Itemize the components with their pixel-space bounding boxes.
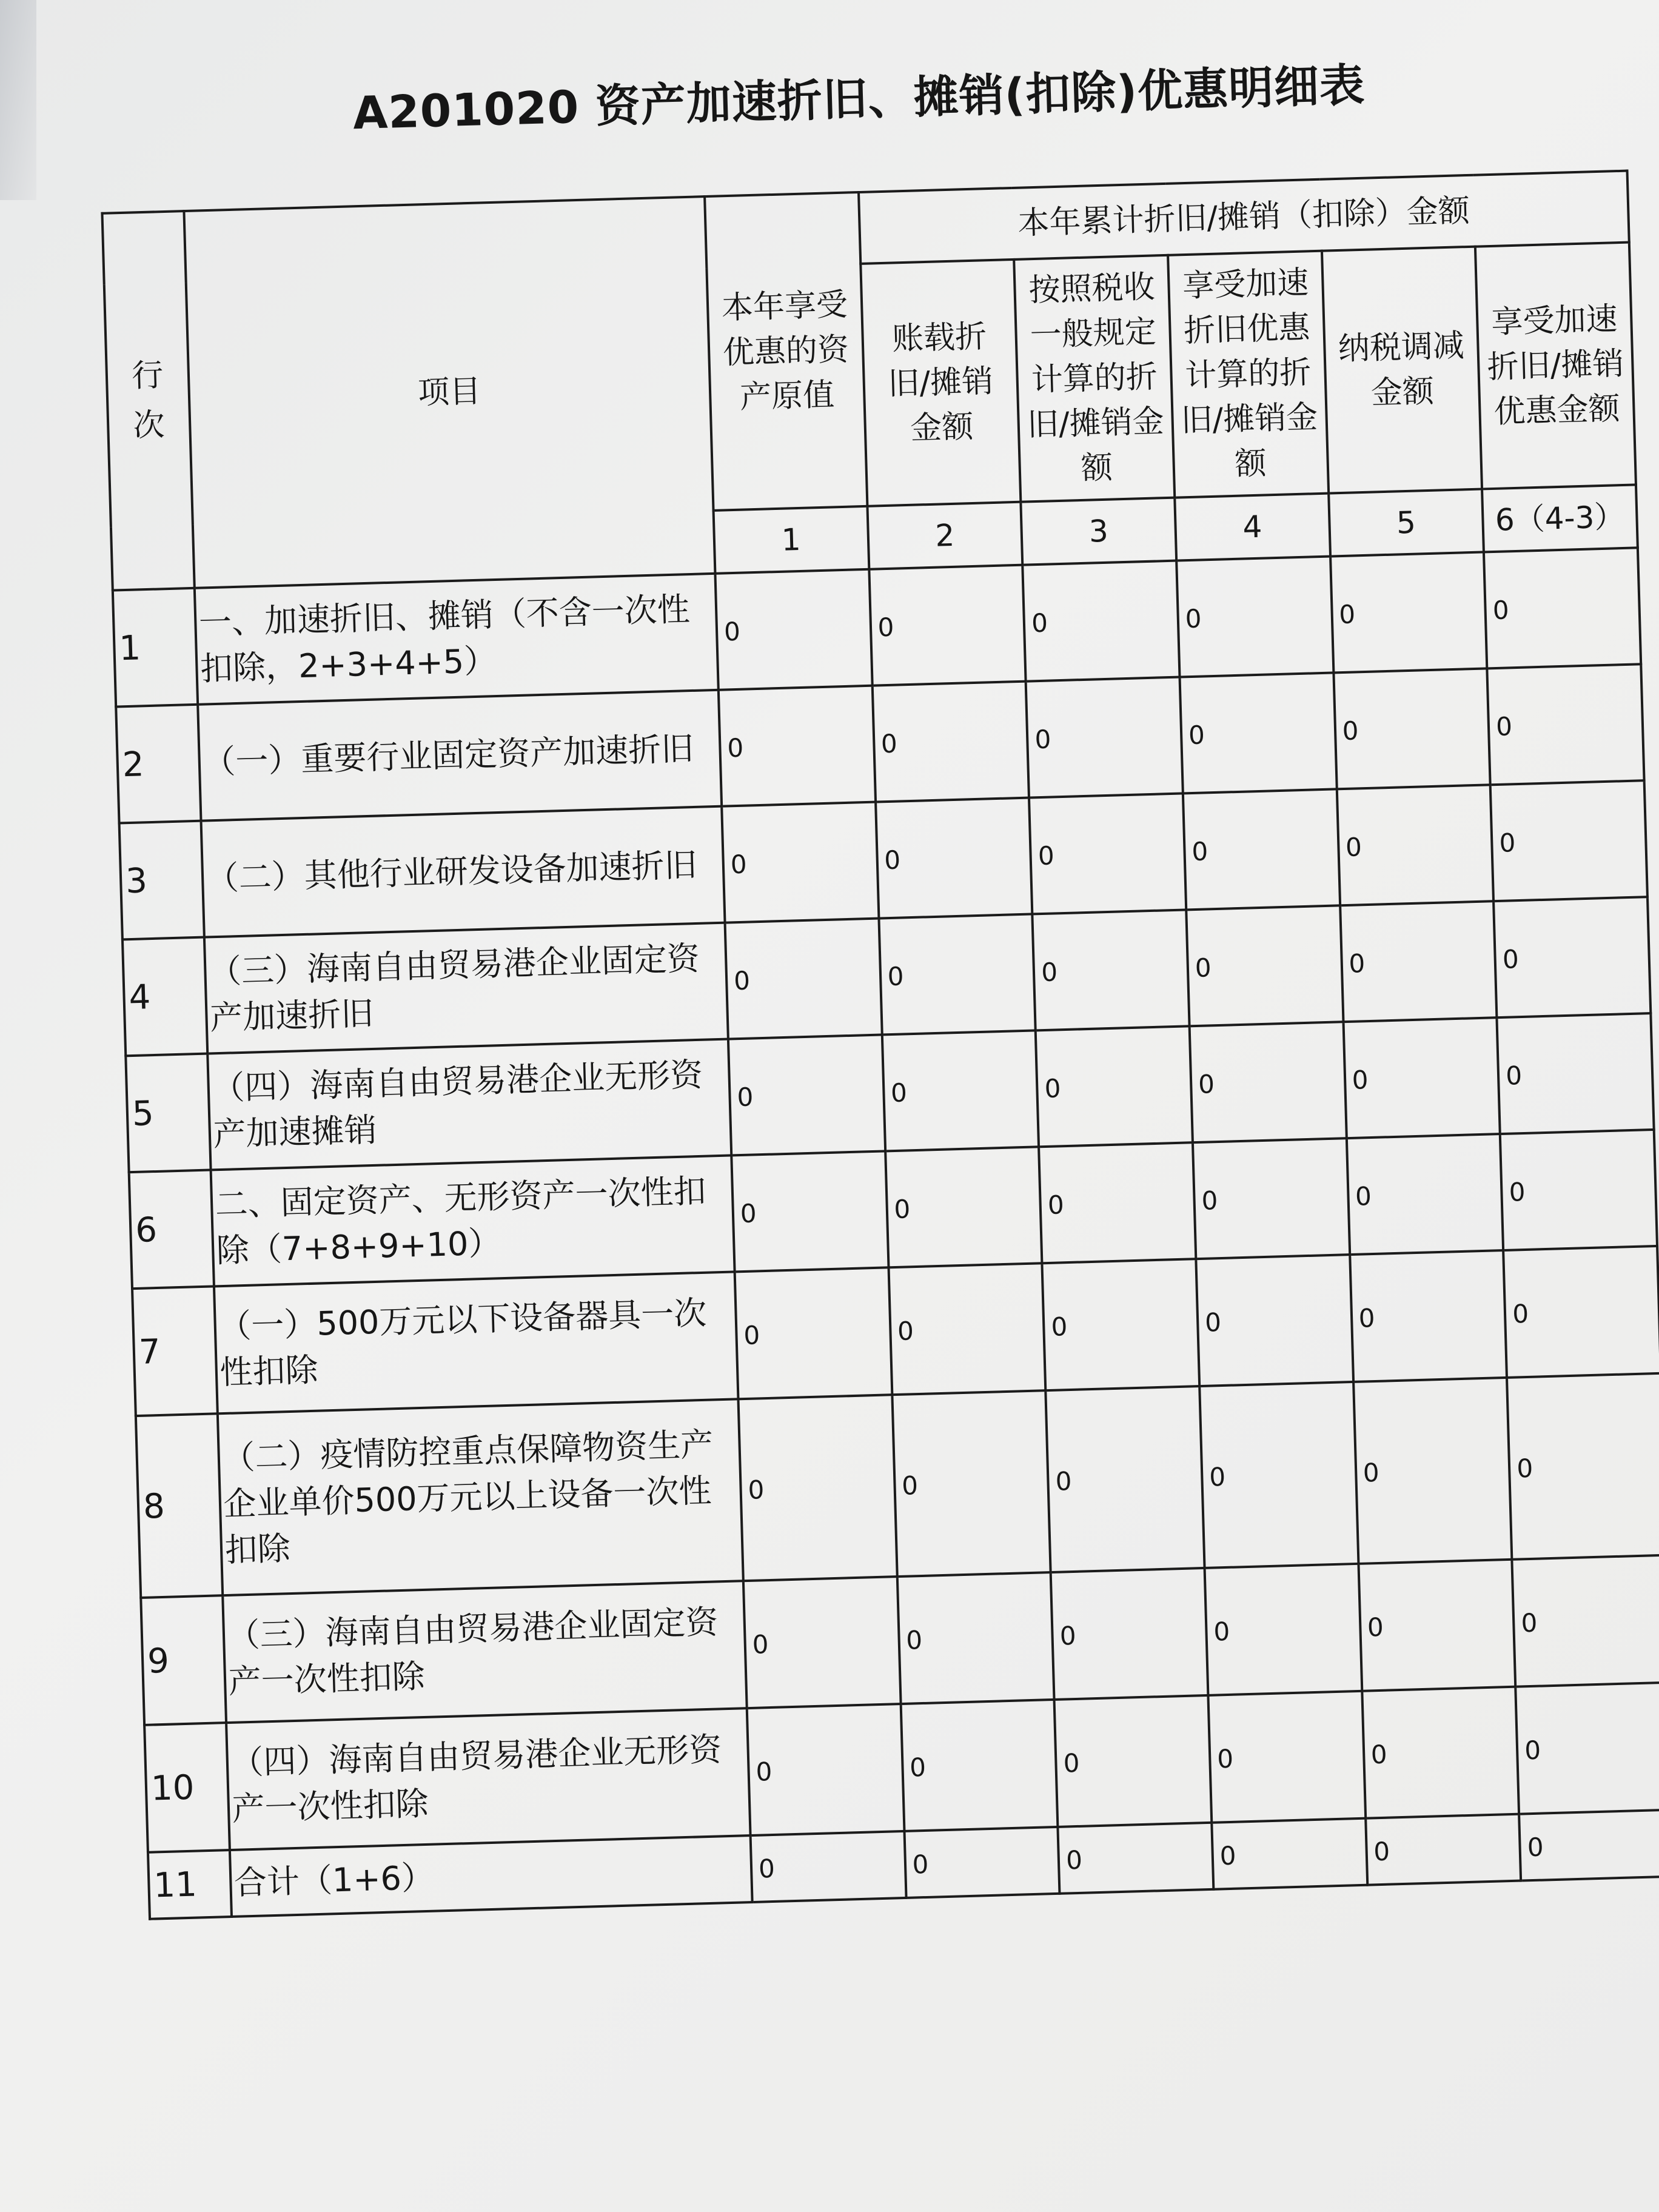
value-cell: 0	[904, 1827, 1060, 1898]
row-number: 9	[141, 1595, 226, 1725]
column-number: 2	[867, 502, 1022, 569]
value-cell: 0	[888, 1263, 1045, 1395]
value-cell: 0	[1023, 561, 1180, 682]
row-number: 7	[132, 1286, 217, 1416]
row-number: 11	[148, 1850, 232, 1919]
row-item: （二）疫情防控重点保障物资生产企业单价500万元以上设备一次性扣除	[217, 1399, 743, 1595]
row-item: （三）海南自由贸易港企业固定资产加速折旧	[204, 923, 728, 1054]
value-cell: 0	[1350, 1250, 1507, 1382]
row-number: 2	[116, 705, 201, 823]
row-item: （一）重要行业固定资产加速折旧	[198, 690, 722, 821]
value-cell: 0	[1340, 901, 1497, 1022]
value-cell: 0	[1487, 664, 1644, 785]
row-number: 4	[122, 937, 207, 1056]
value-cell: 0	[1493, 897, 1651, 1017]
value-cell: 0	[735, 1267, 892, 1399]
value-cell: 0	[725, 919, 882, 1039]
value-cell: 0	[1366, 1814, 1521, 1885]
column-number: 6（4-3）	[1482, 484, 1638, 552]
header-group: 本年累计折旧/摊销（扣除）金额	[859, 171, 1629, 264]
row-number: 10	[144, 1723, 229, 1852]
value-cell: 0	[882, 1030, 1039, 1151]
value-cell: 0	[1358, 1560, 1515, 1691]
row-item: 合计（1+6）	[230, 1835, 752, 1917]
value-cell: 0	[1058, 1823, 1214, 1894]
value-cell: 0	[1212, 1818, 1367, 1889]
value-cell: 0	[1484, 548, 1641, 668]
row-number: 1	[113, 588, 198, 707]
value-cell: 0	[1500, 1130, 1657, 1250]
value-cell: 0	[1029, 793, 1186, 914]
header-original-value: 本年享受优惠的资产原值	[705, 192, 867, 511]
document-sheet	[97, 30, 1659, 1964]
row-number: 6	[129, 1170, 214, 1289]
row-item: （三）海南自由贸易港企业固定资产一次性扣除	[223, 1581, 747, 1723]
value-cell: 0	[722, 802, 879, 923]
header-accelerated: 享受加速折旧优惠计算的折旧/摊销金额	[1168, 251, 1329, 498]
value-cell: 0	[1186, 905, 1343, 1026]
value-cell: 0	[879, 914, 1036, 1034]
value-cell: 0	[892, 1390, 1051, 1577]
row-item: （二）其他行业研发设备加速折旧	[201, 806, 725, 937]
value-cell: 0	[1193, 1138, 1350, 1259]
value-cell: 0	[1330, 552, 1487, 672]
value-cell: 0	[1503, 1246, 1659, 1378]
value-cell: 0	[897, 1572, 1054, 1704]
value-cell: 0	[1353, 1378, 1512, 1564]
row-item: 二、固定资产、无形资产一次性扣除（7+8+9+10）	[210, 1155, 734, 1286]
header-item: 项目	[184, 196, 715, 588]
row-item: （四）海南自由贸易港企业无形资产一次性扣除	[226, 1708, 751, 1850]
row-number: 8	[136, 1413, 223, 1598]
value-cell: 0	[1490, 780, 1647, 901]
header-general: 按照税收一般规定计算的折旧/摊销金额	[1014, 255, 1175, 502]
value-cell: 0	[738, 1395, 897, 1581]
header-benefit: 享受加速折旧/摊销优惠金额	[1475, 243, 1636, 489]
value-cell: 0	[1515, 1683, 1659, 1814]
header-book: 账载折旧/摊销金额	[860, 260, 1021, 506]
value-cell: 0	[1507, 1373, 1659, 1560]
value-cell: 0	[1042, 1259, 1199, 1390]
page-edge	[0, 0, 36, 200]
value-cell: 0	[743, 1577, 900, 1708]
value-cell: 0	[1497, 1013, 1654, 1134]
value-cell: 0	[1190, 1022, 1347, 1142]
value-cell: 0	[1208, 1691, 1365, 1823]
form-title: A201020 资产加速折旧、摊销(扣除)优惠明细表	[352, 59, 1366, 140]
value-cell: 0	[900, 1700, 1057, 1831]
row-item: 一、加速折旧、摊销（不含一次性扣除，2+3+4+5）	[194, 574, 718, 705]
value-cell: 0	[1519, 1810, 1659, 1881]
value-cell: 0	[731, 1151, 888, 1272]
value-cell: 0	[1346, 1134, 1503, 1255]
value-cell: 0	[751, 1831, 907, 1902]
value-cell: 0	[1046, 1386, 1205, 1572]
row-number: 5	[126, 1054, 210, 1173]
value-cell: 0	[872, 682, 1029, 802]
value-cell: 0	[1176, 557, 1333, 677]
header-tax-reduction: 纳税调减金额	[1322, 247, 1483, 494]
value-cell: 0	[869, 565, 1026, 686]
value-cell: 0	[1333, 668, 1490, 789]
value-cell: 0	[1033, 910, 1190, 1030]
value-cell: 0	[1026, 677, 1183, 798]
value-cell: 0	[1179, 672, 1336, 793]
value-cell: 0	[1196, 1255, 1353, 1386]
value-cell: 0	[715, 569, 872, 690]
value-cell: 0	[1051, 1568, 1208, 1700]
value-cell: 0	[728, 1034, 885, 1155]
row-item: （四）海南自由贸易港企业无形资产加速摊销	[207, 1039, 731, 1170]
value-cell: 0	[1204, 1564, 1361, 1695]
value-cell: 0	[1343, 1017, 1500, 1138]
value-cell: 0	[1362, 1687, 1519, 1818]
column-number: 4	[1175, 494, 1330, 561]
value-cell: 0	[1336, 785, 1493, 905]
value-cell: 0	[1512, 1555, 1659, 1687]
detail-table	[101, 170, 1659, 1920]
value-cell: 0	[1199, 1382, 1358, 1568]
value-cell: 0	[747, 1704, 904, 1835]
row-item: （一）500万元以下设备器具一次性扣除	[214, 1272, 739, 1413]
value-cell: 0	[1036, 1026, 1193, 1147]
column-number: 5	[1329, 489, 1484, 556]
value-cell: 0	[885, 1147, 1042, 1267]
row-number: 3	[119, 821, 204, 940]
value-cell: 0	[1039, 1142, 1196, 1263]
column-number: 1	[714, 506, 869, 574]
value-cell: 0	[719, 686, 876, 806]
value-cell: 0	[876, 798, 1033, 919]
value-cell: 0	[1054, 1695, 1212, 1827]
value-cell: 0	[1183, 789, 1340, 910]
header-row-no: 行次	[102, 211, 194, 591]
column-number: 3	[1021, 498, 1176, 565]
